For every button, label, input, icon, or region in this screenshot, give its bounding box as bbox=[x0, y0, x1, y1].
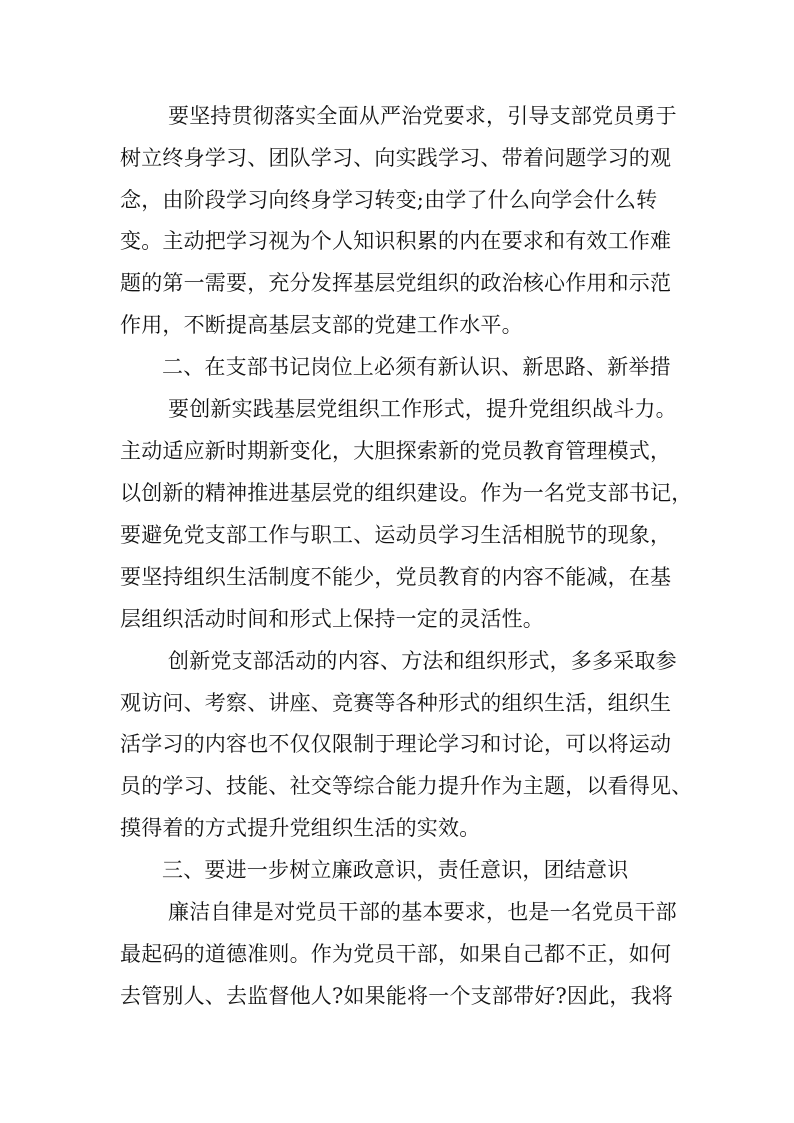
text-line: 要坚持组织生活制度不能少，党员教育的内容不能减，在基 bbox=[120, 565, 672, 589]
text-line: 最起码的道德准则。作为党员干部，如果自己都不正，如何 bbox=[120, 942, 672, 966]
text-line: 观访问、考察、讲座、竞赛等各种形式的组织生活，组织生 bbox=[120, 691, 672, 715]
text-line: 作用，不断提高基层支部的党建工作水平。 bbox=[120, 313, 523, 337]
text-line: 摸得着的方式提升党组织生活的实效。 bbox=[120, 816, 481, 840]
section-heading: 二、在支部书记岗位上必须有新认识、新思路、新举措 bbox=[162, 355, 671, 379]
text-line: 树立终身学习、团队学习、向实践学习、带着问题学习的观 bbox=[120, 146, 672, 170]
text-line: 要坚持贯彻落实全面从严治党要求，引导支部党员勇于 bbox=[168, 104, 677, 128]
text-line: 变。主动把学习视为个人知识积累的内在要求和有效工作难 bbox=[120, 229, 672, 253]
text-line: 要创新实践基层党组织工作形式，提升党组织战斗力。 bbox=[168, 397, 677, 421]
text-line: 念，由阶段学习向终身学习转变;由学了什么向学会什么转 bbox=[120, 188, 658, 212]
text-line: 以创新的精神推进基层党的组织建设。作为一名党支部书记， bbox=[120, 481, 693, 505]
text-line: 去管别人、去监督他人?如果能将一个支部带好?因此，我将 bbox=[120, 984, 673, 1008]
text-line: 活学习的内容也不仅仅限制于理论学习和讨论，可以将运动 bbox=[120, 732, 672, 756]
text-line: 题的第一需要，充分发挥基层党组织的政治核心作用和示范 bbox=[120, 271, 672, 295]
text-line: 主动适应新时期新变化，大胆探索新的党员教育管理模式， bbox=[120, 439, 672, 463]
text-line: 廉洁自律是对党员干部的基本要求，也是一名党员干部 bbox=[168, 900, 677, 924]
text-line: 层组织活动时间和形式上保持一定的灵活性。 bbox=[120, 607, 544, 631]
text-line: 要避免党支部工作与职工、运动员学习生活相脱节的现象， bbox=[120, 523, 672, 547]
text-line: 创新党支部活动的内容、方法和组织形式，多多采取参 bbox=[168, 649, 677, 673]
section-heading: 三、要进一步树立廉政意识，责任意识，团结意识 bbox=[162, 858, 629, 882]
text-line: 员的学习、技能、社交等综合能力提升作为主题，以看得见、 bbox=[120, 774, 693, 798]
